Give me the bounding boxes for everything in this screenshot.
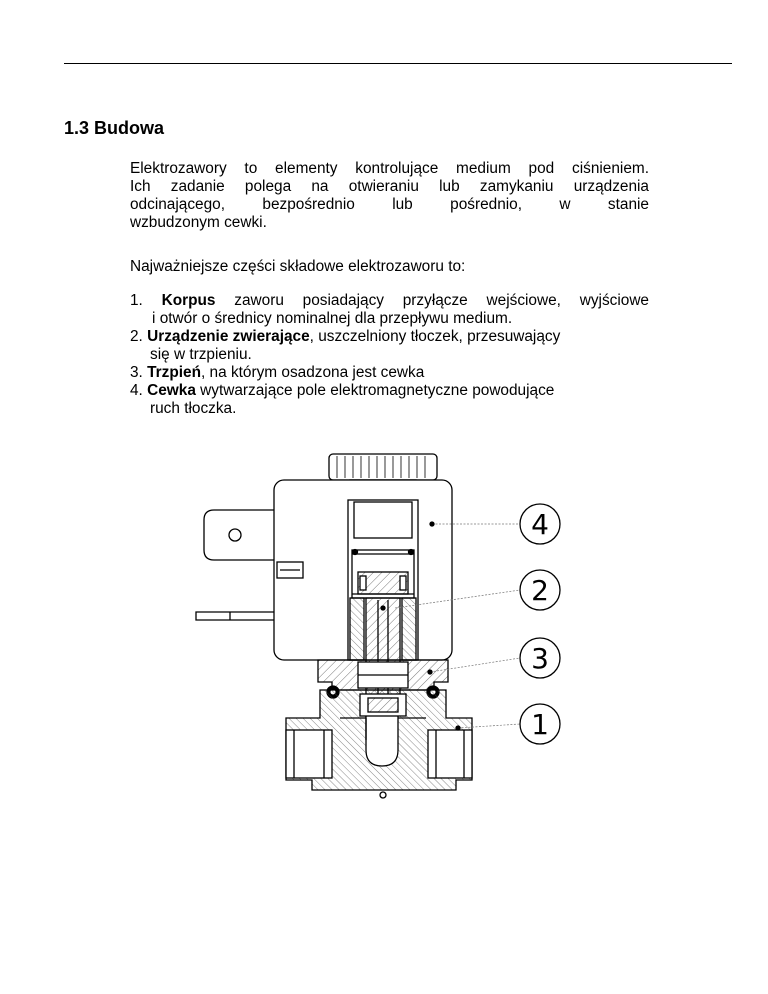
callout-2: 2 bbox=[531, 574, 549, 607]
list-item-number: 3. bbox=[130, 364, 148, 381]
solenoid-valve-drawing bbox=[190, 450, 580, 820]
intro-line: odcinającego, bezpośrednio lub pośrednio, w stanie bbox=[130, 196, 649, 213]
part-description-cont: ruch tłoczka. bbox=[150, 400, 237, 417]
intro-line: Ich zadanie polega na otwieraniu lub zamykaniu urządzenia bbox=[130, 178, 649, 195]
list-item-number: 2. bbox=[130, 328, 148, 345]
callout-1: 1 bbox=[531, 708, 549, 741]
callout-4: 4 bbox=[531, 508, 549, 541]
section-heading: 1.3 Budowa bbox=[64, 118, 165, 138]
list-item-trzpien bbox=[130, 364, 649, 382]
part-description: wytwarzające pole elektromagnetyczne powodujące bbox=[195, 382, 555, 399]
header-rule bbox=[64, 63, 732, 64]
list-item-number: 1. bbox=[130, 292, 162, 309]
part-description-cont: się w trzpieniu. bbox=[150, 346, 252, 363]
part-description: zaworu posiadający przyłącze wejściowe, wyjściowe bbox=[215, 292, 649, 309]
part-description: , uszczelniony tłoczek, przesuwający bbox=[309, 328, 561, 345]
intro-line: Elektrozawory to elementy kontrolujące medium pod ciśnieniem. bbox=[130, 160, 649, 177]
parts-list bbox=[130, 292, 649, 418]
intro-line: wzbudzonym cewki. bbox=[130, 214, 267, 231]
callout-3: 3 bbox=[531, 642, 549, 675]
part-description: , na którym osadzona jest cewka bbox=[201, 364, 425, 381]
intro-paragraph bbox=[130, 160, 649, 232]
part-name: Urządzenie zwierające bbox=[147, 328, 310, 345]
part-name: Korpus bbox=[161, 292, 216, 309]
parts-intro: Najważniejsze części składowe elektrozaworu to: bbox=[130, 258, 466, 275]
list-item-korpus bbox=[130, 292, 649, 328]
part-name: Cewka bbox=[147, 382, 196, 399]
list-item-number: 4. bbox=[130, 382, 148, 399]
list-item-urzadzenie bbox=[130, 328, 649, 364]
list-item-line bbox=[130, 292, 649, 310]
part-name: Trzpień bbox=[147, 364, 201, 381]
connector-tab bbox=[204, 510, 274, 560]
part-description-cont: i otwór o średnicy nominalnej dla przepływu medium. bbox=[152, 310, 513, 327]
list-item-cewka bbox=[130, 382, 649, 418]
